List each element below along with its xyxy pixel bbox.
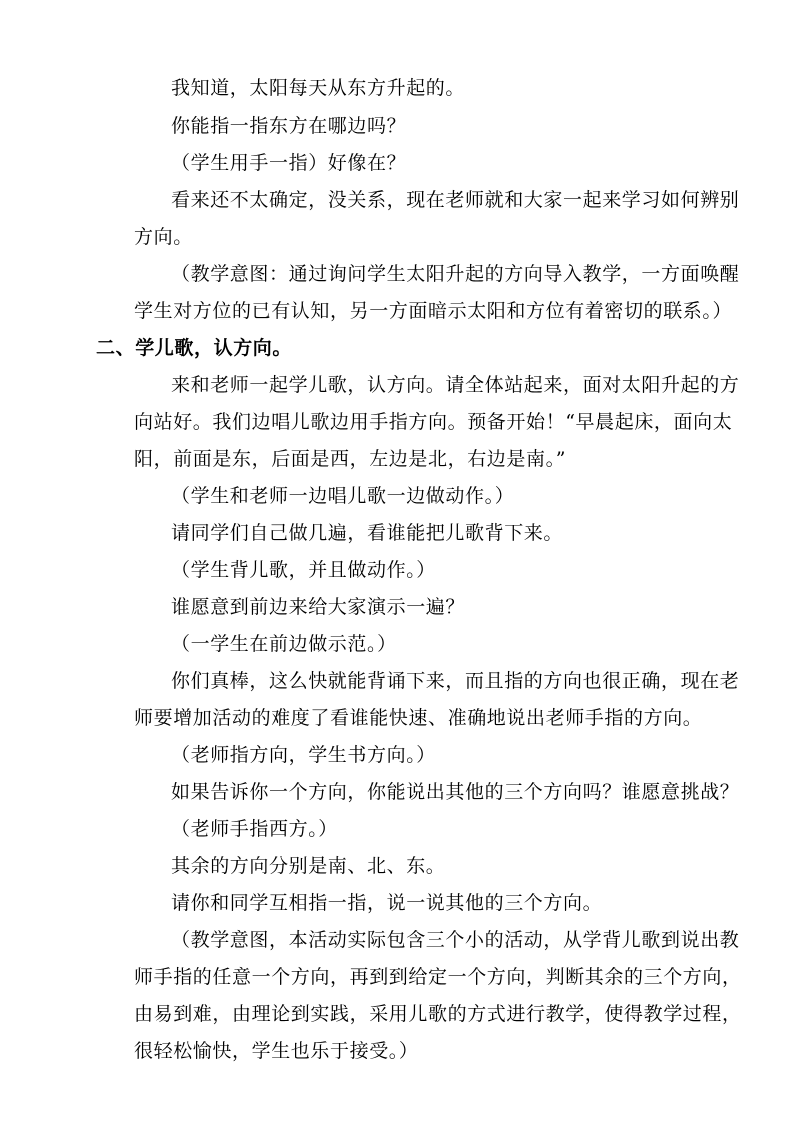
paragraph-line-27: 很轻松愉快，学生也乐于接受。）	[134, 1040, 419, 1062]
paragraph-line-17: 你们真棒，这么快就能背诵下来，而且指的方向也很正确，现在老	[171, 670, 740, 692]
paragraph-line-3: （学生用手一指）好像在？	[171, 152, 407, 174]
paragraph-line-14: （学生背儿歌，并且做动作。）	[171, 559, 436, 581]
paragraph-line-26: 由易到难，由理论到实践，采用儿歌的方式进行教学，使得教学过程，	[134, 1003, 742, 1025]
paragraph-line-6: （教学意图：通过询问学生太阳升起的方向导入教学，一方面唤醒	[171, 263, 740, 285]
paragraph-line-19: （老师指方向，学生书方向。）	[171, 744, 436, 766]
paragraph-line-24: （教学意图，本活动实际包含三个小的活动，从学背儿歌到说出教	[171, 929, 740, 951]
paragraph-line-11: 阳，前面是东，后面是西，左边是北，右边是南。”	[134, 448, 567, 470]
paragraph-line-2: 你能指一指东方在哪边吗？	[171, 115, 407, 137]
paragraph-line-4: 看来还不太确定，没关系，现在老师就和大家一起来学习如何辨别	[171, 189, 740, 211]
paragraph-line-1: 我知道，太阳每天从东方升起的。	[171, 77, 466, 99]
section-heading: 二、学儿歌，认方向。	[96, 337, 293, 359]
paragraph-line-25: 师手指的任意一个方向，再到到给定一个方向，判断其余的三个方向，	[134, 966, 742, 988]
paragraph-line-15: 谁愿意到前边来给大家演示一遍？	[171, 596, 466, 618]
paragraph-line-13: 请同学们自己做几遍，看谁能把儿歌背下来。	[171, 522, 564, 544]
paragraph-line-18: 师要增加活动的难度了看谁能快速、准确地说出老师手指的方向。	[134, 707, 703, 729]
paragraph-line-12: （学生和老师一边唱儿歌一边做动作。）	[171, 485, 515, 507]
paragraph-line-21: （老师手指西方。）	[171, 818, 338, 840]
paragraph-line-5: 方向。	[134, 226, 193, 248]
paragraph-line-7: 学生对方位的已有认知，另一方面暗示太阳和方位有着密切的联系。）	[134, 300, 733, 322]
paragraph-line-20: 如果告诉你一个方向，你能说出其他的三个方向吗？谁愿意挑战？	[171, 781, 740, 803]
paragraph-line-16: （一学生在前边做示范。）	[171, 633, 397, 655]
paragraph-line-22: 其余的方向分别是南、北、东。	[171, 855, 446, 877]
paragraph-line-9: 来和老师一起学儿歌，认方向。请全体站起来，面对太阳升起的方	[171, 374, 740, 396]
paragraph-line-23: 请你和同学互相指一指，说一说其他的三个方向。	[171, 892, 603, 914]
paragraph-line-10: 向站好。我们边唱儿歌边用手指方向。预备开始！“早晨起床，面向太	[134, 411, 733, 433]
